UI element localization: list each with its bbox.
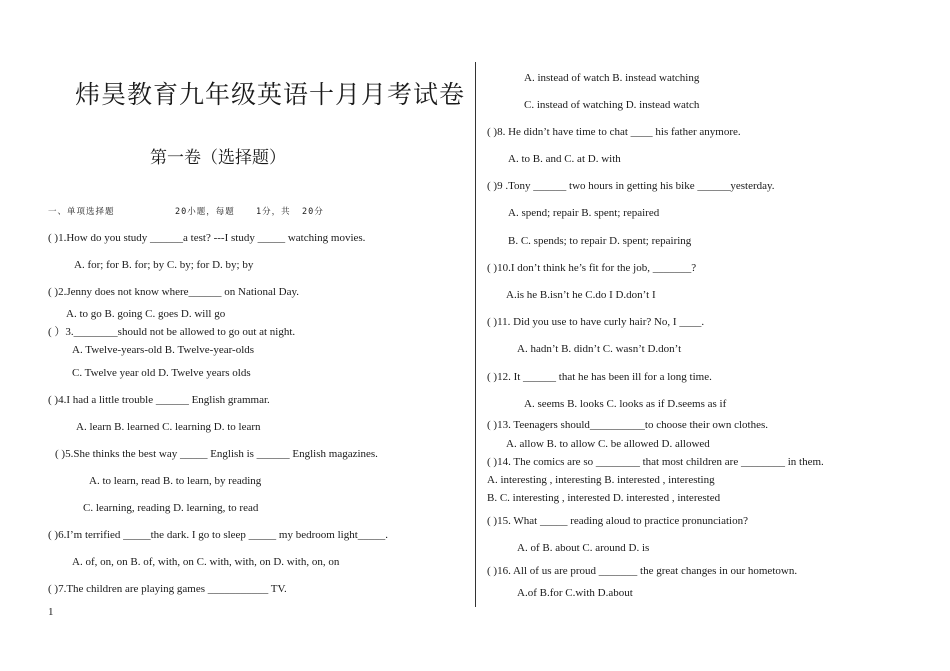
question-7: ( )7.The children are playing games ___________ TV.: [48, 583, 287, 595]
page-number: 1: [48, 606, 54, 618]
page-title: 炜昊教育九年级英语十月月考试卷: [75, 80, 466, 109]
section-heading: 一、单项选择题: [48, 207, 115, 217]
question-12: ( )12. It ______ that he has been ill for a long time.: [487, 371, 712, 383]
question-10-options: A.is he B.isn’t he C.do I D.don’t I: [506, 289, 656, 301]
question-15-options: A. of B. about C. around D. is: [517, 542, 650, 554]
question-10: ( )10.I don’t think he’s fit for the job, _______?: [487, 262, 697, 274]
question-12-options: A. seems B. looks C. looks as if D.seems as if: [524, 398, 727, 410]
question-5-options-b: C. learning, reading D. learning, to read: [83, 502, 259, 514]
question-5-options-a: A. to learn, read B. to learn, by reading: [89, 475, 262, 487]
section-points: 1分，共: [256, 207, 291, 217]
question-9-options-b: B. C. spends; to repair D. spent; repairing: [508, 235, 692, 247]
question-6-options: A. of, on, on B. of, with, on C. with, with, on D. with, on, on: [72, 556, 340, 568]
question-4: ( )4.I had a little trouble ______ English grammar.: [48, 394, 270, 406]
question-2-options: A. to go B. going C. goes D. will go: [66, 308, 226, 320]
question-3-options-b: C. Twelve year old D. Twelve years olds: [72, 367, 251, 379]
question-14-options-a: A. interesting , interesting B. interested , interesting: [487, 474, 715, 486]
question-1-options: A. for; for B. for; by C. by; for D. by; by: [74, 259, 254, 271]
question-3-options-a: A. Twelve-years-old B. Twelve-year-olds: [72, 344, 255, 356]
question-2: ( )2.Jenny does not know where______ on National Day.: [48, 286, 300, 298]
question-15: ( )15. What _____ reading aloud to practice pronunciation?: [487, 515, 748, 527]
column-divider: [475, 62, 476, 607]
section-total: 20分: [302, 207, 324, 217]
question-1: ( )1.How do you study ______a test? ---I study _____ watching movies.: [48, 232, 366, 244]
question-9-options-a: A. spend; repair B. spent; repaired: [508, 207, 660, 219]
question-16-options: A.of B.for C.with D.about: [517, 587, 633, 599]
section-subtitle: 第一卷（选择题）: [150, 148, 286, 168]
section-count: 20小题，每题: [175, 207, 235, 217]
question-14: ( )14. The comics are so ________ that most children are ________ in them.: [487, 456, 824, 468]
question-16: ( )16. All of us are proud _______ the great changes in our hometown.: [487, 565, 798, 577]
question-6: ( )6.I’m terrified _____the dark. I go to sleep _____ my bedroom light_____.: [48, 529, 389, 541]
question-4-options: A. learn B. learned C. learning D. to learn: [76, 421, 261, 433]
question-13: ( )13. Teenagers should__________to choose their own clothes.: [487, 419, 768, 431]
question-8: ( )8. He didn’t have time to chat ____ his father anymore.: [487, 126, 741, 138]
question-11: ( )11. Did you use to have curly hair? No, I ____.: [487, 316, 705, 328]
question-14-options-b: B. C. interesting , interested D. interested , interested: [487, 492, 721, 504]
question-13-options: A. allow B. to allow C. be allowed D. allowed: [506, 438, 710, 450]
question-8-options: A. to B. and C. at D. with: [508, 153, 621, 165]
question-7-options-a: A. instead of watch B. instead watching: [524, 72, 700, 84]
question-11-options: A. hadn’t B. didn’t C. wasn’t D.don’t: [517, 343, 682, 355]
question-7-options-b: C. instead of watching D. instead watch: [524, 99, 700, 111]
question-3: ( ）3.________should not be allowed to go out at night.: [48, 326, 296, 338]
question-9: ( )9 .Tony ______ two hours in getting his bike ______yesterday.: [487, 180, 775, 192]
question-5: ( )5.She thinks the best way _____ English is ______ English magazines.: [55, 448, 378, 460]
